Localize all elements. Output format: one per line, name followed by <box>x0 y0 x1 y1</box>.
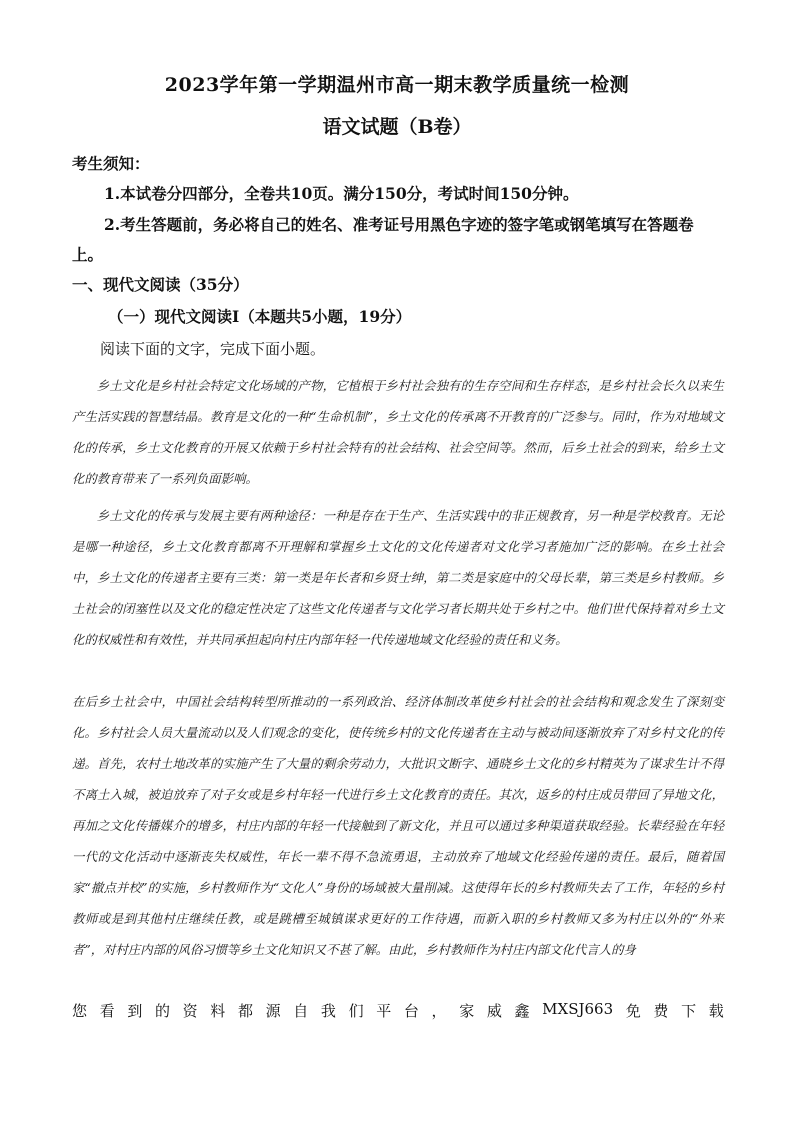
footer-segment: 威 <box>486 1002 502 1020</box>
footer-segment: 自 <box>293 1002 309 1020</box>
passage-paragraph-2: 乡土文化的传承与发展主要有两种途径：一种是存在于生产、生活实践中的非正规教育，另一种是学校教育。无论是哪一种途径，乡土文化教育都离不开理解和掌握乡土文化的文化传递者对文化学习者施加广泛的影响。在乡土社会中，乡土文化的传递者主要有三类：第一类是年长者和乡贤士绅，第二类是家庭中的父母长辈，第三类是乡村教师。乡土社会的闭塞性以及文化的稳定性决定了这些文化传递者与文化学习者长期共处于乡村之中。他们世代保持着对乡土文化的权威性和有效性，并共同承担起向村庄内部年轻一代传递地域文化经验的责任和义务。 <box>72 508 724 647</box>
footer-segment: 我 <box>320 1002 336 1020</box>
notice-item-2: 2.考生答题前，务必将自己的姓名、准考证号用黑色字迹的签字笔或钢笔填写在答题卷 <box>104 215 694 234</box>
footer-segment: 的 <box>154 1002 170 1020</box>
passage-paragraph-1: 乡土文化是乡村社会特定文化场域的产物，它植根于乡村社会独有的生存空间和生存样态，是乡村社会长久以来生产生活实践的智慧结晶。教育是文化的一种“生命机制”，乡土文化的传承离不开教育的广泛参与。同时，作为对地域文化的传承，乡土文化教育的开展又依赖于乡村社会特有的社会结构、社会空间等。然而，后乡土社会的到来，给乡土文化的教育带来了一系列负面影响。 <box>72 378 724 486</box>
exam-title: 2023学年第一学期温州市高一期末教学质量统一检测 <box>164 74 630 96</box>
passage-paragraph-3: 在后乡土社会中，中国社会结构转型所推动的一系列政治、经济体制改革使乡村社会的社会结构和观念发生了深刻变化。乡村社会人员大量流动以及人们观念的变化，使传统乡村的文化传递者在主动与被动间逐渐放弃了对乡村文化的传递。首先，农村土地改革的实施产生了大量的剩余劳动力，大批识文断字、通晓乡土文化的乡村精英为了谋求生计不得不离土入城，被迫放弃了对子女或是乡村年轻一代进行乡土文化教育的责任。其次，返乡的村庄成员带回了异地文化，再加之文化传播媒介的增多，村庄内部的年轻一代接触到了新文化，并且可以通过多种渠道获取经验。长辈经验在年轻一代的文化活动中逐渐丧失权威性，年长一辈不得不急流勇退，主动放弃了地域文化经验传递的责任。最后，随着国家“撤点并校”的实施，乡村教师作为“文化人”身份的场域被大量削减。这使得年长的乡村教师失去了工作，年轻的乡村教师或是到其他村庄继续任教，或是跳槽至城镇谋求更好的工作待遇，而新入职的乡村教师又多为村庄以外的“外来者”，对村庄内部的风俗习惯等乡土文化知识又不甚了解。由此，乡村教师作为村庄内部文化代言人的身 <box>72 694 724 957</box>
footer-code: MXSJ663 <box>542 1000 614 1018</box>
footer-segment: 到 <box>127 1002 143 1020</box>
section-heading: 一、现代文阅读（35分） <box>72 275 249 294</box>
footer-segment: 平 <box>376 1002 392 1020</box>
footer-segment: 们 <box>348 1002 364 1020</box>
notice-heading: 考生须知： <box>72 154 150 173</box>
footer-segment: 免 <box>625 1002 641 1020</box>
footer-segment: 下 <box>681 1002 697 1020</box>
footer-segment: 鑫 <box>514 1002 530 1020</box>
footer-segment: 您 <box>72 1002 88 1020</box>
footer-segment: 看 <box>99 1002 115 1020</box>
footer-segment: 费 <box>653 1002 669 1020</box>
reading-instruction: 阅读下面的文字，完成下面小题。 <box>100 340 326 358</box>
footer-segment: ， <box>431 1002 447 1020</box>
notice-item-1: 1.本试卷分四部分，全卷共10页。满分150分，考试时间150分钟。 <box>104 184 579 203</box>
notice-item-2-continued: 上。 <box>72 245 104 264</box>
footer-segment: 载 <box>708 1002 724 1020</box>
footer-segment: 料 <box>210 1002 226 1020</box>
subsection-heading: （一）现代文阅读Ⅰ（本题共5小题，19分） <box>108 307 412 326</box>
exam-subtitle: 语文试题（B卷） <box>322 116 472 138</box>
footer-segment: 台 <box>403 1002 419 1020</box>
footer-segment: 资 <box>182 1002 198 1020</box>
source-watermark-line <box>72 1000 724 1021</box>
footer-segment: 家 <box>459 1002 475 1020</box>
footer-segment: 源 <box>265 1002 281 1020</box>
footer-segment: 都 <box>237 1002 253 1020</box>
